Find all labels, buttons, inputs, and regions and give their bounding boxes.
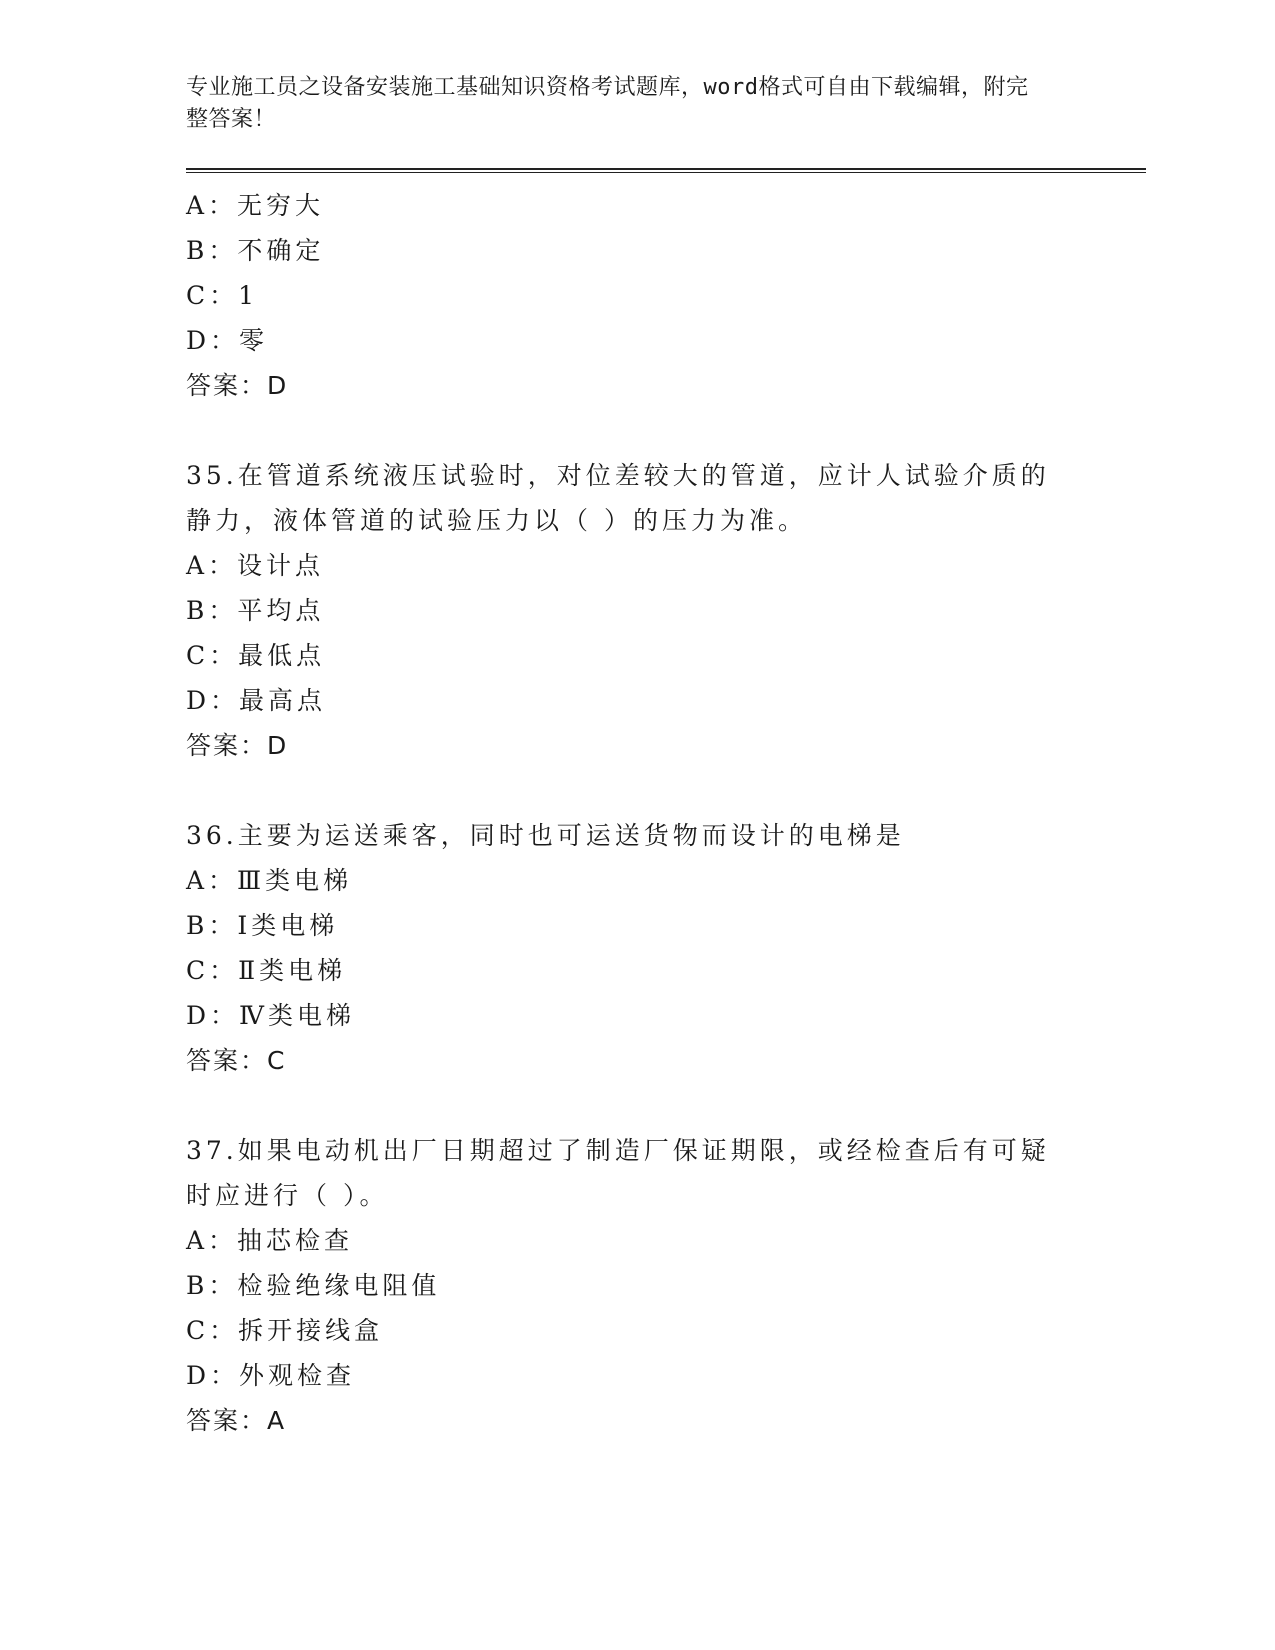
option-c: C：Ⅱ类电梯 <box>186 956 347 985</box>
option-a: A：抽芯检查 <box>186 1226 354 1255</box>
option-d: D：Ⅳ类电梯 <box>186 1001 356 1030</box>
document-page <box>186 72 1146 1443</box>
answer: 答案：D <box>186 371 289 400</box>
option-d: D：零 <box>186 326 269 355</box>
option-b: B：检验绝缘电阻值 <box>186 1271 441 1300</box>
option-c: C：拆开接线盒 <box>186 1316 384 1345</box>
option-d: D：外观检查 <box>186 1361 356 1390</box>
question-text: 35.在管道系统液压试验时，对位差较大的管道，应计人试验介质的静力，液体管道的试验压力以（ ）的压力为准。 <box>186 461 1050 535</box>
option-c: C：1 <box>186 281 259 310</box>
option-a: A：无穷大 <box>186 191 325 220</box>
answer: 答案：C <box>186 1046 287 1075</box>
option-a: A：Ⅲ类电梯 <box>186 866 353 895</box>
question-34 <box>186 183 1146 408</box>
question-37 <box>186 1128 1146 1443</box>
question-36 <box>186 813 1146 1083</box>
option-a: A：设计点 <box>186 551 325 580</box>
question-text: 37.如果电动机出厂日期超过了制造厂保证期限，或经检查后有可疑时应进行（ ）。 <box>186 1136 1050 1210</box>
question-text: 36.主要为运送乘客，同时也可运送货物而设计的电梯是 <box>186 821 905 850</box>
answer: 答案：D <box>186 731 289 760</box>
option-b: B：Ⅰ类电梯 <box>186 911 339 940</box>
document-header: 专业施工员之设备安装施工基础知识资格考试题库，word格式可自由下载编辑，附完整答案！ <box>186 75 1029 132</box>
question-35 <box>186 453 1146 768</box>
answer: 答案：A <box>186 1406 287 1435</box>
option-b: B：不确定 <box>186 236 325 265</box>
option-d: D：最高点 <box>186 686 327 715</box>
header-divider <box>186 168 1146 173</box>
option-b: B：平均点 <box>186 596 325 625</box>
option-c: C：最低点 <box>186 641 326 670</box>
